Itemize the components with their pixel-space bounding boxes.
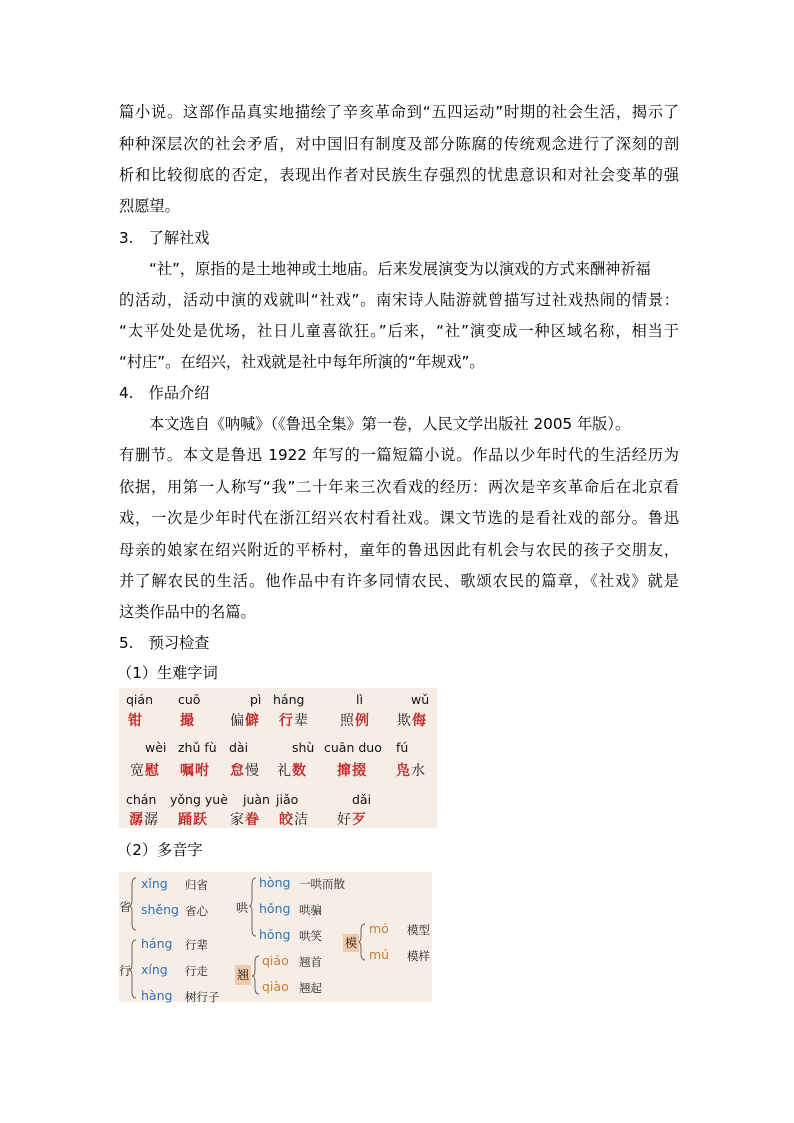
section-heading-3: 3. 了解社戏 (119, 229, 210, 247)
vocab-pinyin: qián (126, 692, 153, 707)
body-text-line: 种种深层次的社会矛盾，对中国旧有制度及部分陈腐的传统观念进行了深刻的剖 (119, 135, 679, 153)
polyphone-example: 模样 (407, 949, 430, 963)
vocab-pinyin: wǔ (411, 692, 430, 707)
vocab-word: 踊跃 (178, 812, 208, 828)
vocab-word: 礼数 (277, 763, 307, 779)
polyphone-example: 翘首 (299, 955, 322, 969)
polyphone-pinyin: xíng (141, 962, 168, 977)
polyphone-pinyin: mó (369, 921, 389, 936)
polyphone-example: 行走 (185, 964, 208, 978)
vocab-pinyin: yǒng yuè (170, 792, 228, 807)
section-heading-5: 5. 预习检查 (119, 634, 210, 652)
polyphone-figure (119, 872, 432, 1002)
polyphone-pinyin: hòng (259, 875, 291, 890)
vocab-pinyin: lì (356, 692, 363, 707)
vocab-word: 宽慰 (130, 763, 160, 779)
polyphone-example: 翘起 (299, 981, 322, 995)
vocab-pinyin: juàn (243, 792, 270, 807)
vocab-figure (119, 688, 437, 828)
vocab-word: 撺掇 (337, 763, 367, 779)
body-text-line: 本文选自《呐喊》（《鲁迅全集》第一卷，人民文学出版社 2005 年版）。 (149, 415, 631, 433)
vocab-pinyin: jiǎo (276, 792, 299, 807)
vocab-word: 怠慢 (230, 763, 260, 779)
polyphone-char: 行 (119, 964, 132, 978)
vocab-word: 嘱咐 (180, 763, 210, 779)
vocab-pinyin: cuō (178, 692, 201, 707)
body-text-line: 戏，一次是少年时代在浙江绍兴农村看社戏。课文节选的是看社戏的部分。鲁迅 (119, 509, 679, 527)
polyphone-char: 翘 (235, 965, 251, 985)
polyphone-pinyin: shěng (141, 902, 179, 917)
body-text-line: 烈愿望。 (119, 197, 180, 215)
vocab-word: 皎洁 (279, 812, 309, 828)
polyphone-pinyin: mú (369, 947, 390, 962)
polyphone-example: 归省 (185, 878, 208, 892)
polyphone-pinyin: qiào (262, 979, 289, 994)
polyphone-example: 哄骗 (299, 903, 322, 917)
vocab-pinyin: dài (229, 740, 249, 755)
vocab-word: 好歹 (337, 812, 367, 828)
polyphone-char: 省 (119, 900, 132, 914)
body-text-line: 依据，用第一人称写“我”二十年来三次看戏的经历：两次是辛亥革命后在北京看 (119, 478, 679, 496)
vocab-word: 欺侮 (397, 713, 427, 729)
polyphone-pinyin: háng (141, 936, 173, 951)
polyphone-char: 哄 (236, 901, 249, 915)
body-text-line: “社”，原指的是土地神或土地庙。后来发展演变为以演戏的方式来酬神祈福 (149, 260, 651, 278)
polyphone-example: 模型 (407, 923, 430, 937)
vocab-pinyin: zhǔ fù (178, 740, 217, 755)
body-text-line: “太平处处是优场，社日儿童喜欲狂。”后来，“社”演变成一种区域名称，相当于 (119, 322, 679, 340)
vocab-word: 家眷 (230, 812, 260, 828)
polyphone-example: 行辈 (185, 938, 208, 952)
polyphone-char: 模 (344, 936, 357, 950)
polyphone-example: 省心 (185, 904, 208, 918)
vocab-word: 偏僻 (230, 713, 260, 729)
vocab-word: 撮 (180, 713, 195, 729)
body-text-line: 并了解农民的生活。他作品中有许多同情农民、歌颂农民的篇章，《社戏》就是 (119, 572, 679, 590)
vocab-pinyin: fú (396, 740, 409, 755)
polyphone-pinyin: hàng (141, 988, 173, 1003)
body-text-line: “村庄”。在绍兴，社戏就是社中每年所演的“年规戏”。 (119, 353, 485, 371)
body-text-line: 篇小说。这部作品真实地描绘了辛亥革命到“五四运动”时期的社会生活，揭示了 (119, 103, 679, 121)
vocab-pinyin: cuān duo (324, 740, 382, 755)
subheading-vocab: （1）生难字词 (117, 664, 218, 682)
body-text-line: 析和比较彻底的否定，表现出作者对民族生存强烈的忧患意识和对社会变革的强 (119, 166, 679, 184)
vocab-pinyin: dǎi (352, 792, 372, 807)
polyphone-example: 一哄而散 (299, 877, 345, 891)
vocab-word: 潺潺 (129, 812, 159, 828)
vocab-pinyin: wèi (145, 740, 167, 755)
subheading-polyphone: （2）多音字 (117, 841, 203, 859)
vocab-word: 凫水 (396, 763, 426, 779)
body-text-line: 有删节。本文是鲁迅 1922 年写的一篇短篇小说。作品以少年时代的生活经历为 (119, 446, 679, 464)
polyphone-example: 树行子 (185, 990, 220, 1004)
body-text-line: 的活动，活动中演的戏就叫“社戏”。南宋诗人陆游就曾描写过社戏热闹的情景： (119, 291, 679, 309)
polyphone-example: 哄笑 (299, 929, 322, 943)
vocab-pinyin: shù (292, 740, 315, 755)
vocab-pinyin: pì (250, 692, 262, 707)
polyphone-pinyin: xǐng (141, 876, 168, 891)
section-heading-4: 4. 作品介绍 (119, 384, 210, 402)
vocab-pinyin: háng (273, 692, 305, 707)
polyphone-pinyin: qiáo (262, 953, 289, 968)
polyphone-pinyin: hǒng (259, 901, 291, 916)
polyphone-pinyin: hōng (259, 927, 291, 942)
vocab-word: 钳 (128, 713, 143, 729)
vocab-word: 行辈 (279, 713, 309, 729)
body-text-line: 这类作品中的名篇。 (119, 603, 256, 621)
vocab-pinyin: chán (126, 792, 157, 807)
vocab-word: 照例 (340, 713, 370, 729)
body-text-line: 母亲的娘家在绍兴附近的平桥村，童年的鲁迅因此有机会与农民的孩子交朋友， (119, 541, 679, 559)
